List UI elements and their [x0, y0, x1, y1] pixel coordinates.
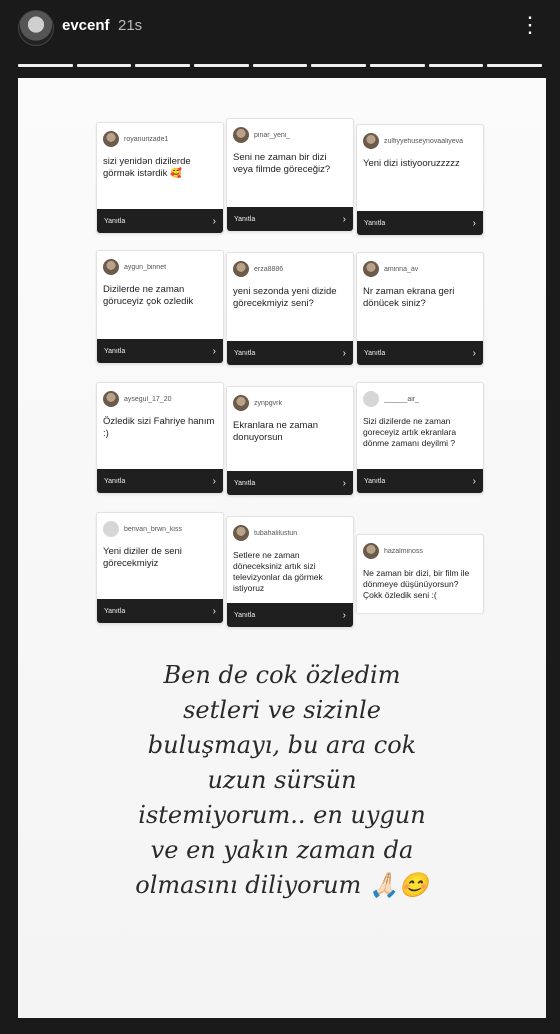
card-username: royanurizade1: [124, 135, 169, 143]
story-progress-bar: [18, 64, 542, 67]
chevron-right-icon: ›: [212, 215, 216, 227]
progress-segment: [135, 64, 190, 67]
user-avatar: [363, 543, 379, 559]
question-text: sizi yenidən dizilerde görmək istərdik 🥰: [103, 156, 191, 179]
user-avatar: [103, 391, 119, 407]
progress-segment: [194, 64, 249, 67]
question-card: [96, 250, 224, 364]
reply-button[interactable]: Yanıtla ›: [97, 339, 223, 363]
reply-button[interactable]: Yanıtla ›: [97, 469, 223, 493]
card-username: aygun_binnet: [124, 263, 167, 271]
question-text: Setlere ne zaman döneceksiniz artık sizi televizyonlar da görmek istiyoruz: [233, 550, 323, 593]
progress-segment: [18, 64, 73, 67]
user-avatar: [233, 261, 249, 277]
card-username: ______air_: [384, 395, 420, 403]
user-avatar: [233, 127, 249, 143]
profile-avatar[interactable]: [18, 10, 54, 46]
story-caption: [18, 658, 546, 903]
reply-button[interactable]: Yanıtla ›: [227, 207, 353, 231]
chevron-right-icon: ›: [472, 475, 476, 487]
question-card: [96, 512, 224, 624]
story-username[interactable]: evcenf: [62, 17, 110, 34]
question-text: Dizilerde ne zaman göruceyiz çok ozledik: [103, 284, 194, 307]
card-username: erza8886: [254, 265, 284, 273]
question-card: [356, 124, 484, 236]
card-username: zynpgvrk: [254, 399, 283, 407]
user-avatar: [363, 391, 379, 407]
question-card: [96, 382, 224, 494]
question-text: Özledik sizi Fahriye hanım :): [103, 416, 215, 439]
chevron-right-icon: ›: [212, 475, 216, 487]
card-username: tubahalilustun: [254, 529, 298, 537]
question-text: Sizi dizilerde ne zaman goreceyiz artık ekranlara dönme zamanı deyilmi ?: [363, 416, 457, 448]
chevron-right-icon: ›: [212, 605, 216, 617]
question-text: Ne zaman bir dizi, bir film ile dönmeye düşünüyorsun? Çokk özledik seni :(: [363, 568, 470, 600]
question-card: [226, 118, 354, 232]
user-avatar: [233, 525, 249, 541]
user-avatar: [363, 261, 379, 277]
card-username: zulfiyyehuseynovaaliyeva: [384, 137, 463, 145]
progress-segment: [487, 64, 542, 67]
reply-button[interactable]: Yanıtla ›: [227, 603, 353, 627]
story-header: [0, 0, 560, 78]
question-card: [96, 122, 224, 234]
chevron-right-icon: ›: [472, 347, 476, 359]
card-username: pinar_yeni_: [254, 131, 291, 139]
reply-button[interactable]: Yanıtla ›: [357, 469, 483, 493]
reply-button[interactable]: Yanıtla ›: [227, 471, 353, 495]
reply-button[interactable]: Yanıtla ›: [227, 341, 353, 365]
question-text: Nr zaman ekrana geri dönücek siniz?: [363, 286, 455, 309]
user-avatar: [363, 133, 379, 149]
reply-button[interactable]: Yanıtla ›: [97, 209, 223, 233]
chevron-right-icon: ›: [342, 609, 346, 621]
user-avatar: [103, 521, 119, 537]
card-username: aysegul_17_20: [124, 395, 172, 403]
progress-segment: [429, 64, 484, 67]
reply-button[interactable]: Yanıtla ›: [357, 211, 483, 235]
question-card: [226, 252, 354, 366]
question-card: [356, 382, 484, 494]
question-card: [226, 516, 354, 628]
story-content[interactable]: [18, 78, 546, 1018]
caption-line: istemiyorum.. en uygun: [138, 801, 426, 829]
user-avatar: [103, 259, 119, 275]
user-avatar: [103, 131, 119, 147]
caption-line: uzun sürsün: [207, 766, 357, 794]
chevron-right-icon: ›: [212, 345, 216, 357]
question-text: Yeni diziler de seni görecekmiyiz: [103, 546, 182, 569]
question-text: yeni sezonda yeni dizide görecekmiyiz seni?: [233, 286, 337, 309]
card-username: hazalminoss: [384, 547, 423, 555]
card-username: berivan_brwn_kiss: [124, 525, 182, 533]
progress-segment: [370, 64, 425, 67]
caption-line: Ben de cok özledim: [163, 661, 401, 689]
question-card: [356, 534, 484, 613]
question-text: Ekranlara ne zaman donuyorsun: [233, 420, 319, 443]
caption-line: olmasını diliyorum 🙏🏻😊: [135, 871, 429, 899]
question-text: Seni ne zaman bir dizi veya filmde göreceğiz?: [233, 152, 331, 175]
caption-line: buluşmayı, bu ara cok: [147, 731, 417, 759]
question-text: Yeni dizi istiyooruzzzzz: [363, 158, 460, 169]
story-timestamp: 21s: [118, 17, 143, 34]
user-avatar: [233, 395, 249, 411]
chevron-right-icon: ›: [342, 347, 346, 359]
reply-button[interactable]: Yanıtla ›: [357, 341, 483, 365]
question-card: [356, 252, 484, 366]
progress-segment: [77, 64, 132, 67]
caption-line: setleri ve sizinle: [183, 696, 381, 724]
chevron-right-icon: ›: [342, 477, 346, 489]
chevron-right-icon: ›: [342, 213, 346, 225]
progress-segment: [253, 64, 308, 67]
progress-segment: [311, 64, 366, 67]
chevron-right-icon: ›: [472, 217, 476, 229]
card-username: aminna_av: [384, 265, 419, 273]
caption-line: ve en yakın zaman da: [150, 836, 414, 864]
question-card: [226, 386, 354, 496]
more-options-icon[interactable]: ⋮: [519, 12, 541, 37]
reply-button[interactable]: Yanıtla ›: [97, 599, 223, 623]
